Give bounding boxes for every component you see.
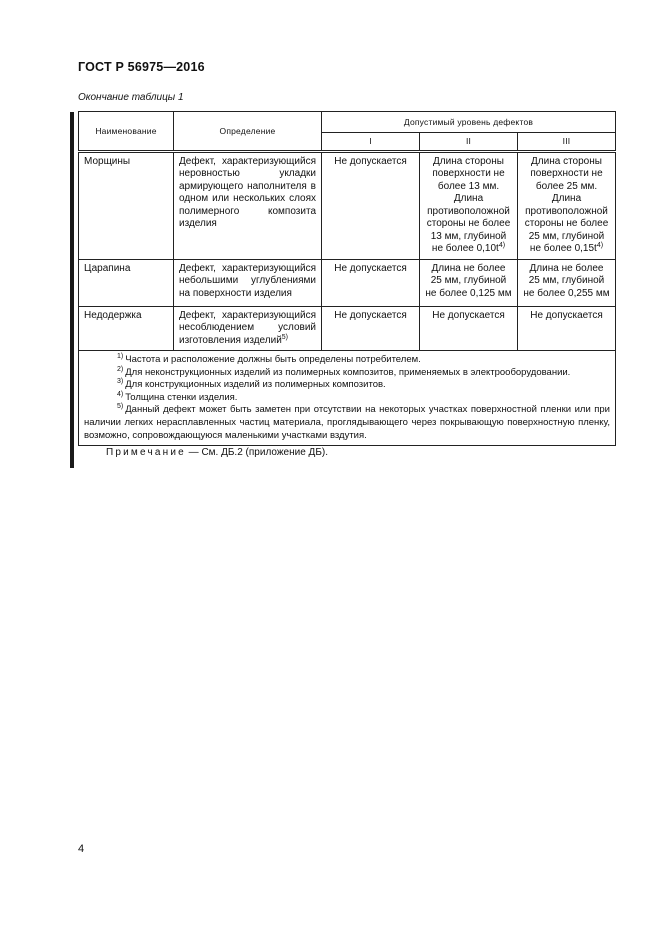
footnote	[84, 392, 610, 405]
footnote-text: Для неконструкционных изделий из полимерных композитов, применяемых в электрооборудовании.	[125, 366, 571, 378]
footnote	[84, 379, 610, 392]
footnote-mark: 5)	[117, 403, 124, 411]
col-header-definition: Определение	[174, 112, 322, 152]
level-2-text: Длина стороны поверхности не более 13 мм. Длина противоположной стороны не более 13 мм, глубиной не более 0,10t	[426, 155, 511, 254]
footnote-ref: 4)	[596, 242, 604, 249]
level-3-value	[518, 151, 616, 259]
level-3-value: Длина не более 25 мм, глубиной не более 0,255 мм	[518, 259, 616, 306]
defect-name: Недодержка	[79, 306, 174, 351]
col-header-level-1: I	[322, 133, 420, 152]
footnote	[84, 367, 610, 380]
footnote-mark: 4)	[117, 390, 124, 398]
level-3-value: Не допускается	[518, 306, 616, 351]
page-number: 4	[78, 843, 85, 855]
table-row	[79, 151, 616, 259]
footnote-ref: 5)	[281, 333, 289, 341]
footnotes	[79, 351, 616, 446]
note-label: Примечание	[106, 447, 186, 458]
level-2-value: Не допускается	[420, 306, 518, 351]
level-2-value: Длина не более 25 мм, глубиной не более 0,125 мм	[420, 259, 518, 306]
footnote-mark: 1)	[117, 353, 124, 360]
level-3-text: Длина стороны поверхности не более 25 мм. Длина противоположной стороны не более 25 мм, глубиной не более 0,15t	[524, 155, 609, 254]
footnote-mark: 2)	[117, 365, 124, 373]
table-header-row	[79, 112, 616, 133]
level-2-value	[420, 151, 518, 259]
defect-name: Морщины	[79, 151, 174, 259]
footnote-text: Для конструкционных изделий из полимерных композитов.	[125, 379, 386, 391]
defect-definition	[174, 306, 322, 351]
footnote-text: Толщина стенки изделия.	[125, 391, 238, 403]
defect-definition: Дефект, характеризующийся неровностью укладки армирующего наполнителя в одном или нескольких слоях полимерного композита изделия	[174, 151, 322, 259]
footnote-text: Частота и расположение должны быть определены потребителем.	[125, 354, 421, 365]
footnote-text: Данный дефект может быть заметен при отсутствии на некоторых участках поверхностной пленки или при наличии легких нерасплавленных частиц материала, проглядывающего через покрывающую поверхностную пленку, возможно, сопровождающуюся маленькими участками вздутия.	[84, 404, 610, 441]
definition-text: Дефект, характеризующийся несоблюдением условий изготовления изделий	[179, 309, 316, 346]
page-header-standard: ГОСТ Р 56975—2016	[78, 60, 205, 74]
level-1-value: Не допускается	[322, 151, 420, 259]
footnotes-row	[79, 351, 616, 446]
note	[106, 447, 328, 458]
level-1-value: Не допускается	[322, 259, 420, 306]
level-1-value: Не допускается	[322, 306, 420, 351]
col-header-name: Наименование	[79, 112, 174, 152]
note-text: — См. ДБ.2 (приложение ДБ).	[185, 447, 328, 458]
defects-table	[78, 111, 616, 446]
defect-definition: Дефект, характеризующийся небольшими углублениями на поверхности изделия	[174, 259, 322, 306]
revision-margin-bar	[70, 112, 74, 468]
footnote	[84, 354, 610, 367]
table-row	[79, 259, 616, 306]
col-header-level-2: II	[420, 133, 518, 152]
col-header-level-3: III	[518, 133, 616, 152]
defect-name: Царапина	[79, 259, 174, 306]
footnote-mark: 3)	[117, 378, 124, 386]
footnote-ref: 4)	[498, 242, 506, 249]
table-row	[79, 306, 616, 351]
table-caption: Окончание таблицы 1	[78, 92, 184, 103]
footnote	[84, 404, 610, 442]
col-header-levels: Допустимый уровень дефектов	[322, 112, 616, 133]
